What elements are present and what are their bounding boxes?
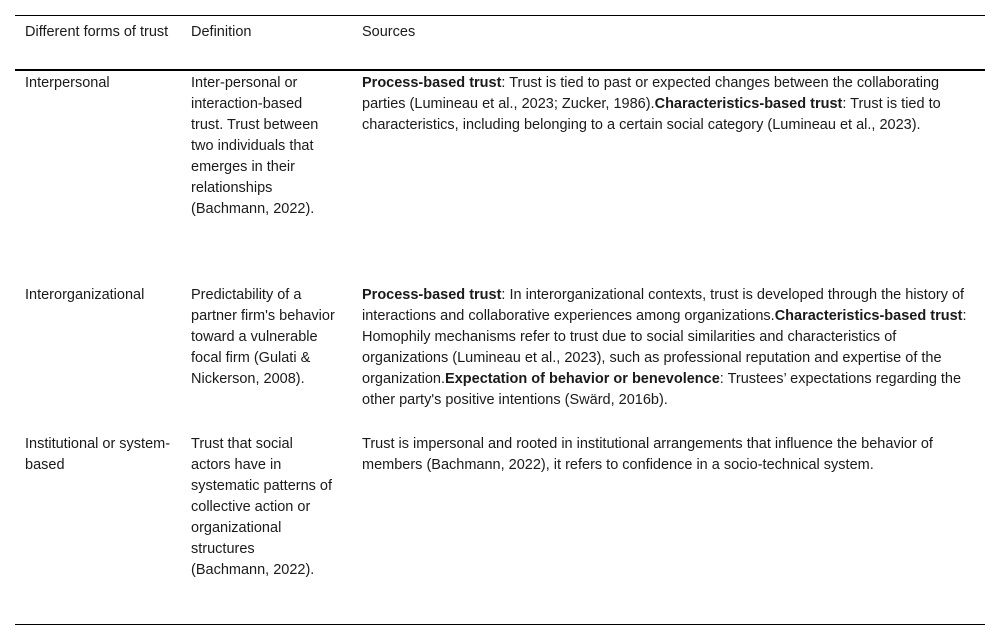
row-definition: Inter-personal or interaction-based trust. Trust between two individuals that emerges in their relationships (Bachmann, 2022).	[191, 75, 319, 217]
row-definition: Trust that social actors have in systematic patterns of collective action or organizational structures (Bachmann, 2022).	[191, 436, 333, 578]
source-term: Characteristics-based trust	[654, 96, 843, 112]
row-sources	[362, 283, 985, 411]
table-row	[15, 283, 985, 432]
header-forms: Different forms of trust	[25, 24, 169, 40]
source-text: : Trust is tied to past or expected changes between the collaborating parties (Lumineau et al., 2023; Zucker, 1986).	[362, 75, 940, 112]
source-text: : Homophily mechanisms refer to trust due to social similarities and characteristics of organizations (Lumineau et al., 2023), such as professional reputation and expertise of the organization.	[362, 308, 967, 387]
source-term: Process-based trust	[362, 287, 502, 303]
row-form: Interorganizational	[25, 287, 145, 303]
source-term: Process-based trust	[362, 75, 502, 91]
table-row	[15, 71, 985, 283]
table-header-row	[15, 15, 985, 71]
source-text: : In interorganizational contexts, trust is developed through the history of interactions and collaborative experiences among organizations.	[362, 287, 965, 324]
source-term: Characteristics-based trust	[774, 308, 963, 324]
source-text: : Trustees’ expectations regarding the other party's positive intentions (Swärd, 2016b).	[362, 371, 962, 408]
header-sources: Sources	[362, 24, 416, 40]
header-definition: Definition	[191, 24, 252, 40]
row-form: Interpersonal	[25, 75, 110, 91]
row-definition: Predictability of a partner firm's behavior toward a vulnerable focal firm (Gulati & Nickerson, 2008).	[191, 287, 335, 387]
row-sources	[362, 71, 985, 136]
trust-forms-table	[15, 15, 985, 625]
row-form: Institutional or system-based	[25, 436, 171, 473]
source-text: : Trust is tied to characteristics, including belonging to a certain social category (Lumineau et al., 2023).	[362, 96, 941, 133]
table-row	[15, 432, 985, 625]
row-sources: Trust is impersonal and rooted in institutional arrangements that influence the behavior of members (Bachmann, 2022), it refers to confidence in a socio-technical system.	[362, 436, 933, 473]
source-term: Expectation of behavior or benevolence	[445, 371, 720, 387]
